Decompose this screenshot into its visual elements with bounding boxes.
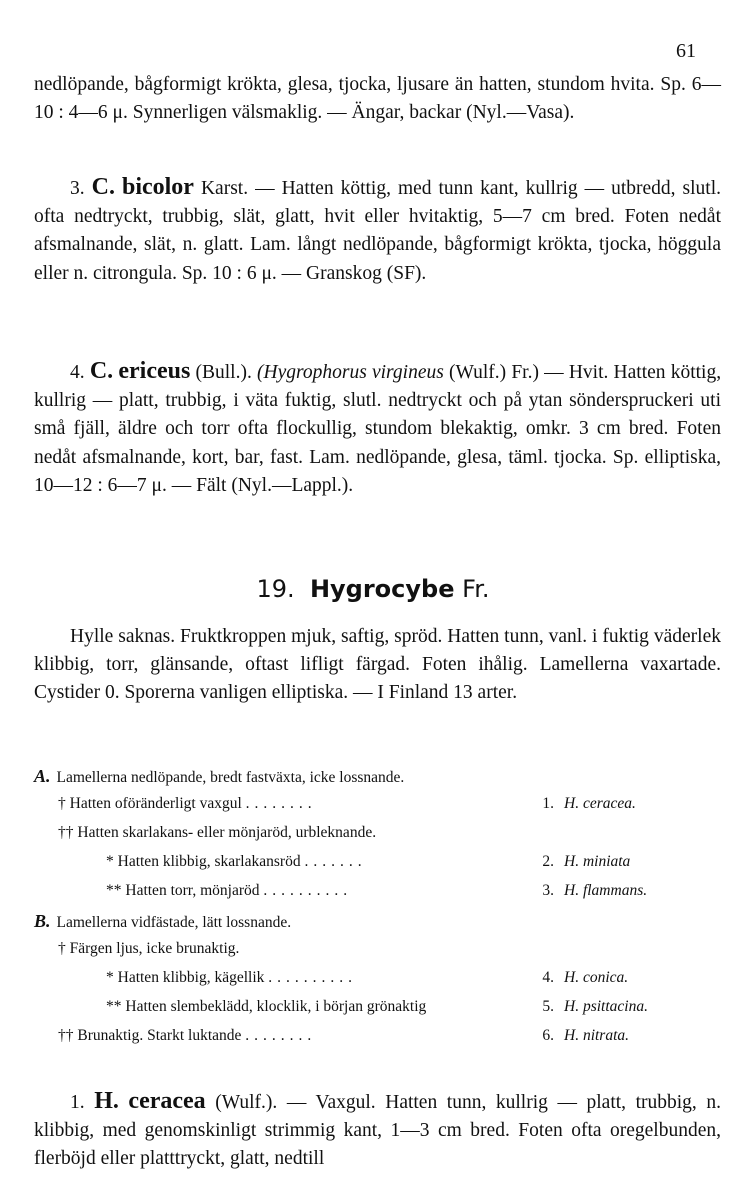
key-row	[34, 994, 724, 1023]
asterisk-mark: *	[106, 969, 114, 986]
dot-leader: ..........	[268, 969, 358, 986]
key-text: Lamellerna nedlöpande, bredt fastväxta, icke lossnande.	[56, 769, 405, 786]
key-letter: A.	[34, 766, 51, 786]
key-text: Brunaktig. Starkt luktande	[77, 1027, 242, 1044]
key-number: 2.	[542, 853, 554, 870]
key-row	[34, 965, 724, 994]
asterisk-mark: **	[106, 882, 122, 899]
continued-description	[34, 71, 721, 127]
dagger-mark: †	[58, 940, 66, 957]
key-species: H. conica.	[564, 969, 629, 986]
dot-leader: ........	[245, 1027, 317, 1044]
key-text: Hatten torr, mönjaröd	[125, 882, 260, 899]
dot-leader: ..........	[263, 882, 353, 899]
species-entry-bicolor	[34, 173, 721, 288]
species-number: 4.	[70, 362, 85, 383]
genus-name: Hygrocybe	[309, 575, 455, 603]
genus-description-text: Hylle saknas. Fruktkroppen mjuk, saftig, spröd. Hatten tunn, vanl. i fuktig väderlek klibbig, torr, glänsande, oftast lifligt färgad. Foten ihålig. Lamellerna vaxartade. Cystider 0. Sporerna vanligen elliptiska. — I Finland 13 arter.	[34, 626, 721, 704]
species-author: Karst.	[200, 178, 249, 199]
key-text: Hatten oföränderligt vaxgul	[69, 795, 242, 812]
key-letter: B.	[34, 911, 51, 931]
key-text: Hatten slembeklädd, klocklik, i början grönaktig	[125, 998, 427, 1015]
genus-description	[34, 623, 721, 708]
species-number: 1.	[70, 1092, 85, 1113]
species-description: — Vaxgul. Hatten tunn, kullrig — platt, trubbig, n. klibbig, med genomskinligt strimmig kant, 1—3 cm bred. Foten ofta oregelbunden, flerböjd eller platttryckt, glatt, nedtill	[34, 1092, 721, 1170]
identification-key	[34, 762, 724, 1052]
key-number: 6.	[542, 1027, 554, 1044]
dagger-mark: ††	[58, 824, 74, 841]
dagger-mark: †	[58, 795, 66, 812]
key-species: H. flammans.	[564, 882, 648, 899]
dot-leader: ........	[245, 795, 317, 812]
genus-abbrev: H.	[94, 1088, 119, 1114]
key-row	[34, 762, 724, 791]
genus-author: Fr.	[462, 575, 490, 603]
species-entry-ceracea	[34, 1087, 721, 1174]
species-description: — Hatten köttig, med tunn kant, kullrig — utbredd, slutl. ofta nedtryckt, trubbig, slät, glatt, hvit eller hvitaktig, 5—7 cm bred. Foten nedåt afsmalnande, slät, n. glatt. Lam. långt nedlöpande, bågformigt krökta, tjocka, höggula eller n. citrongula. Sp. 10 : 6 μ. — Granskog (SF).	[34, 178, 722, 284]
key-number: 3.	[542, 882, 554, 899]
asterisk-mark: **	[106, 998, 122, 1015]
genus-abbrev: C.	[91, 174, 115, 200]
species-author: (Bull.).	[195, 362, 252, 383]
key-text: Lamellerna vidfästade, lätt lossnande.	[56, 914, 292, 931]
key-text: Hatten klibbig, kägellik	[117, 969, 265, 986]
key-text: Färgen ljus, icke brunaktig.	[69, 940, 240, 957]
species-entry-ericeus	[34, 357, 721, 500]
key-species: H. ceracea.	[564, 795, 636, 812]
key-row	[34, 878, 724, 907]
key-number: 5.	[542, 998, 554, 1015]
key-row	[34, 849, 724, 878]
species-number: 3.	[70, 178, 85, 199]
asterisk-mark: *	[106, 853, 114, 870]
key-row	[34, 907, 724, 936]
key-number: 1.	[542, 795, 554, 812]
key-row	[34, 791, 724, 820]
key-species: H. psittacina.	[564, 998, 648, 1015]
synonym-name: (Hygrophorus virgineus	[257, 362, 444, 383]
page-number: 61	[676, 40, 696, 62]
key-row	[34, 1023, 724, 1052]
dagger-mark: ††	[58, 1027, 74, 1044]
species-name: ericeus	[118, 358, 191, 384]
continued-text: nedlöpande, bågformigt krökta, glesa, tjocka, ljusare än hatten, stundom hvita. Sp. 6—10 : 4—6 μ. Synnerligen välsmaklig. — Ängar, backar (Nyl.—Vasa).	[34, 74, 721, 124]
species-author: (Wulf.).	[215, 1092, 278, 1113]
genus-heading	[0, 575, 746, 603]
key-species: H. miniata	[564, 853, 631, 870]
synonym-author: (Wulf.) Fr.)	[449, 362, 539, 383]
key-row	[34, 820, 724, 849]
species-name: bicolor	[121, 174, 194, 200]
genus-number: 19.	[256, 575, 295, 603]
key-row	[34, 936, 724, 965]
species-name: ceracea	[128, 1088, 206, 1114]
key-number: 4.	[542, 969, 554, 986]
dot-leader: .......	[304, 853, 367, 870]
key-species: H. nitrata.	[564, 1027, 630, 1044]
key-text: Hatten skarlakans- eller mönjaröd, urbleknande.	[77, 824, 377, 841]
species-description: — Hvit. Hatten köttig, kullrig — platt, trubbig, i väta fuktig, slutl. nedtryckt och på ytan sönderspruckeri uti små fjäll, äldre och torr ofta flockullig, stundom blekaktig, omkr. 3 cm bred. Foten nedåt afsmalnande, kort, bar, fast. Lam. nedlöpande, glesa, täml. tjocka. Sp. elliptiska, 10—12 : 6—7 μ. — Fält (Nyl.—Lappl.).	[34, 362, 722, 496]
genus-abbrev: C.	[89, 358, 114, 384]
key-text: Hatten klibbig, skarlakansröd	[117, 853, 301, 870]
